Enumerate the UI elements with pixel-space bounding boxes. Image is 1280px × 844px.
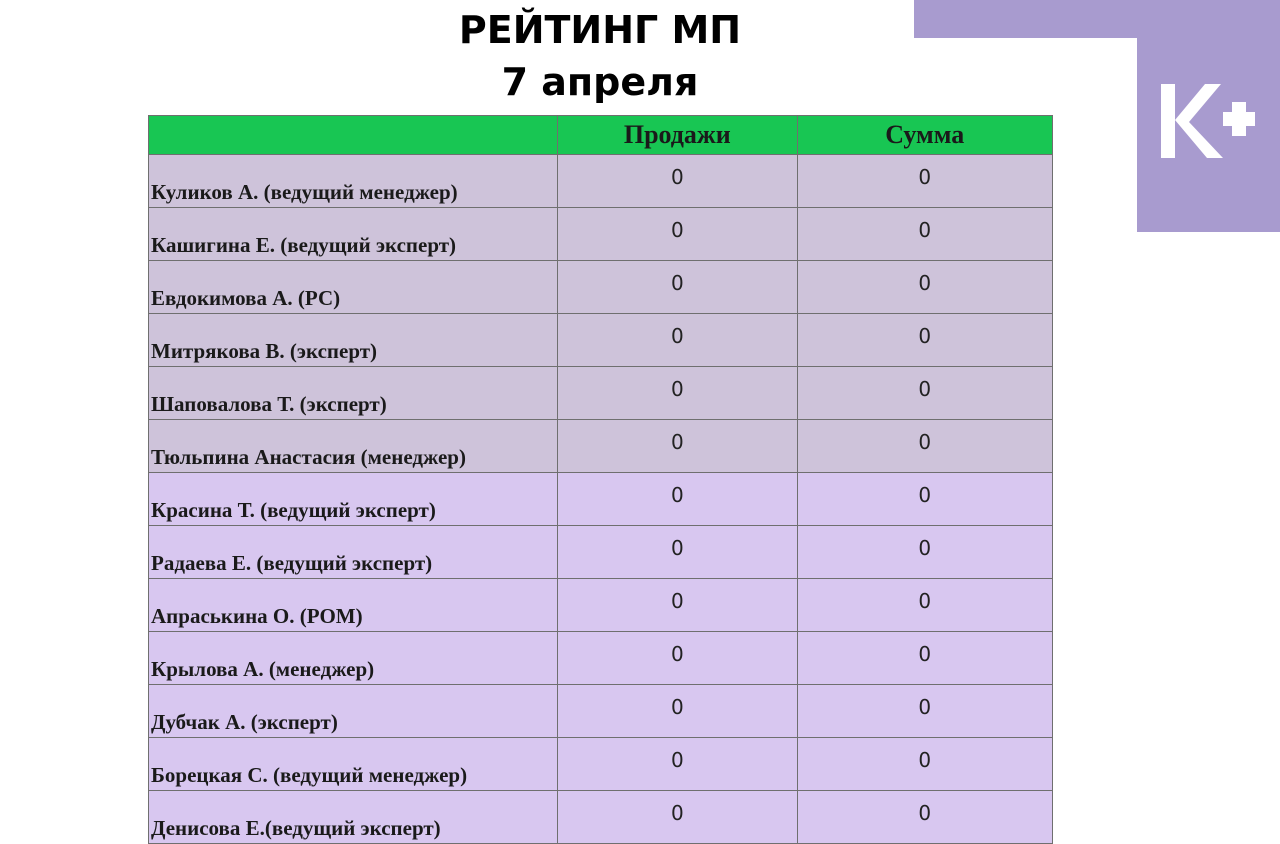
cell-name: Тюльпина Анастасия (менеджер) bbox=[149, 420, 558, 473]
cell-sum: 0 bbox=[797, 791, 1052, 844]
cell-sum: 0 bbox=[797, 738, 1052, 791]
cell-sum: 0 bbox=[797, 579, 1052, 632]
table-row bbox=[149, 738, 1053, 791]
table-row bbox=[149, 420, 1053, 473]
cell-sales: 0 bbox=[558, 420, 798, 473]
cell-sum: 0 bbox=[797, 685, 1052, 738]
table-row bbox=[149, 473, 1053, 526]
cell-sales: 0 bbox=[558, 473, 798, 526]
cell-sum: 0 bbox=[797, 632, 1052, 685]
table-row bbox=[149, 685, 1053, 738]
cell-name: Евдокимова А. (РС) bbox=[149, 261, 558, 314]
cell-name: Крылова А. (менеджер) bbox=[149, 632, 558, 685]
logo-bar bbox=[914, 0, 1280, 38]
header-sales: Продажи bbox=[558, 116, 798, 155]
table-row bbox=[149, 261, 1053, 314]
rating-table bbox=[148, 115, 1053, 844]
cell-sum: 0 bbox=[797, 208, 1052, 261]
title-line-1: РЕЙТИНГ МП bbox=[458, 8, 742, 52]
cell-name: Денисова Е.(ведущий эксперт) bbox=[149, 791, 558, 844]
cell-sum: 0 bbox=[797, 261, 1052, 314]
k-plus-logo-icon bbox=[1161, 74, 1255, 168]
table-row bbox=[149, 632, 1053, 685]
header-sum: Сумма bbox=[797, 116, 1052, 155]
cell-sales: 0 bbox=[558, 791, 798, 844]
cell-sales: 0 bbox=[558, 632, 798, 685]
cell-name: Апраськина О. (РОМ) bbox=[149, 579, 558, 632]
table-header-row bbox=[149, 116, 1053, 155]
cell-sales: 0 bbox=[558, 367, 798, 420]
cell-name: Кашигина Е. (ведущий эксперт) bbox=[149, 208, 558, 261]
table-row bbox=[149, 208, 1053, 261]
table-row bbox=[149, 155, 1053, 208]
header-name bbox=[149, 116, 558, 155]
cell-sum: 0 bbox=[797, 367, 1052, 420]
cell-name: Куликов А. (ведущий менеджер) bbox=[149, 155, 558, 208]
cell-sales: 0 bbox=[558, 685, 798, 738]
cell-sum: 0 bbox=[797, 155, 1052, 208]
title-line-2: 7 апреля bbox=[501, 60, 699, 104]
cell-name: Красина Т. (ведущий эксперт) bbox=[149, 473, 558, 526]
cell-name: Борецкая С. (ведущий менеджер) bbox=[149, 738, 558, 791]
cell-sum: 0 bbox=[797, 314, 1052, 367]
cell-sales: 0 bbox=[558, 526, 798, 579]
table-row bbox=[149, 579, 1053, 632]
cell-sum: 0 bbox=[797, 420, 1052, 473]
cell-name: Дубчак А. (эксперт) bbox=[149, 685, 558, 738]
cell-sales: 0 bbox=[558, 155, 798, 208]
cell-sales: 0 bbox=[558, 314, 798, 367]
cell-sales: 0 bbox=[558, 261, 798, 314]
table-row bbox=[149, 791, 1053, 844]
cell-sum: 0 bbox=[797, 473, 1052, 526]
cell-sales: 0 bbox=[558, 579, 798, 632]
brand-logo bbox=[1137, 38, 1280, 232]
table-row bbox=[149, 314, 1053, 367]
table-row bbox=[149, 526, 1053, 579]
cell-sales: 0 bbox=[558, 738, 798, 791]
table-row bbox=[149, 367, 1053, 420]
cell-sum: 0 bbox=[797, 526, 1052, 579]
cell-name: Шаповалова Т. (эксперт) bbox=[149, 367, 558, 420]
cell-name: Радаева Е. (ведущий эксперт) bbox=[149, 526, 558, 579]
cell-name: Митрякова В. (эксперт) bbox=[149, 314, 558, 367]
cell-sales: 0 bbox=[558, 208, 798, 261]
